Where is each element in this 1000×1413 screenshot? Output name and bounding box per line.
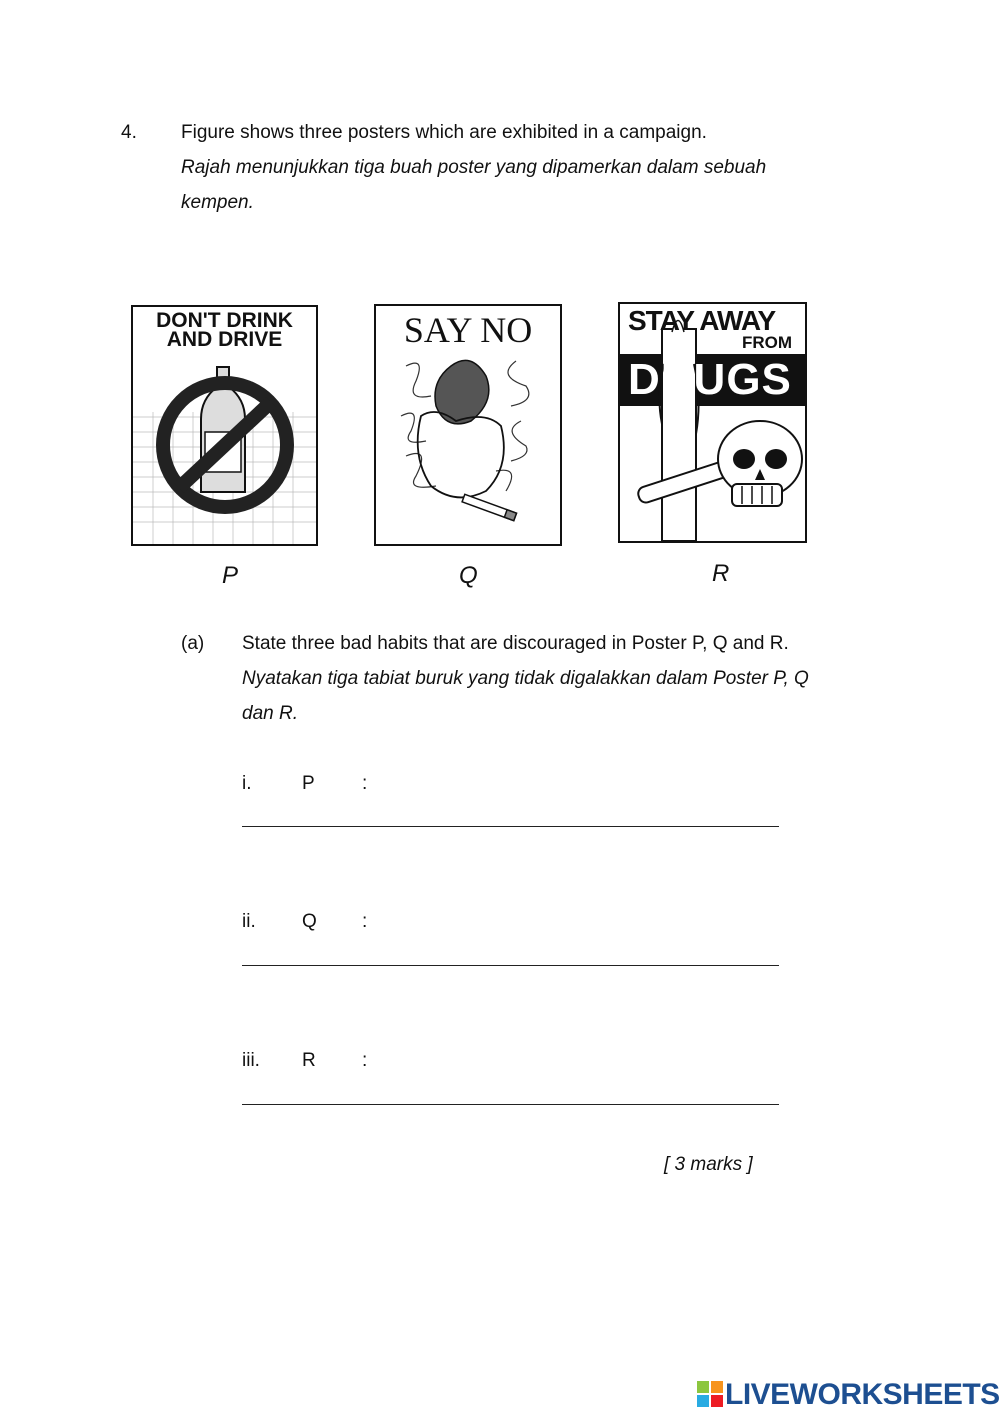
logo-text: LIVEWORKSHEETS bbox=[725, 1378, 1000, 1411]
poster-p-label: P bbox=[222, 562, 239, 589]
answer-line-r[interactable] bbox=[242, 1104, 779, 1105]
poster-r-title-3: DRUGS bbox=[628, 355, 792, 404]
poster-p-title-1: DON'T DRINK bbox=[156, 309, 293, 332]
item-iii-number: iii. bbox=[242, 1050, 260, 1071]
answer-line-p[interactable] bbox=[242, 826, 779, 827]
part-a-text-en: State three bad habits that are discouraged in Poster P, Q and R. bbox=[242, 633, 789, 654]
liveworksheets-logo bbox=[697, 1378, 1000, 1411]
poster-r bbox=[618, 302, 807, 543]
poster-q bbox=[374, 304, 562, 546]
poster-p-title-2: AND DRIVE bbox=[166, 328, 283, 351]
poster-q-label: Q bbox=[459, 562, 478, 589]
question-text-en: Figure shows three posters which are exhibited in a campaign. bbox=[181, 122, 707, 143]
poster-r-label: R bbox=[712, 560, 730, 587]
poster-p bbox=[131, 305, 318, 546]
question-text-ms-1: Rajah menunjukkan tiga buah poster yang dipamerkan dalam sebuah bbox=[181, 157, 767, 178]
part-a-text-ms-1: Nyatakan tiga tabiat buruk yang tidak digalakkan dalam Poster P, Q bbox=[242, 668, 809, 689]
poster-r-title-2: FROM bbox=[742, 333, 793, 352]
item-i-number: i. bbox=[242, 773, 252, 794]
answer-line-q[interactable] bbox=[242, 965, 779, 966]
item-i-letter: P bbox=[302, 773, 315, 794]
item-iii-colon: : bbox=[362, 1050, 368, 1071]
item-i-colon: : bbox=[362, 773, 368, 794]
logo-mark-icon bbox=[697, 1381, 723, 1407]
part-a-marker: (a) bbox=[181, 633, 205, 654]
poster-r-title-1: STAY AWAY bbox=[628, 305, 776, 336]
marks-label: [ 3 marks ] bbox=[664, 1154, 753, 1175]
item-ii-colon: : bbox=[362, 911, 368, 932]
item-ii-number: ii. bbox=[242, 911, 256, 932]
question-text-ms-2: kempen. bbox=[181, 192, 254, 213]
item-ii-letter: Q bbox=[302, 911, 317, 932]
poster-q-title: SAY NO bbox=[403, 310, 533, 350]
part-a-text-ms-2: dan R. bbox=[242, 703, 298, 724]
item-iii-letter: R bbox=[302, 1050, 316, 1071]
question-number: 4. bbox=[121, 122, 137, 143]
